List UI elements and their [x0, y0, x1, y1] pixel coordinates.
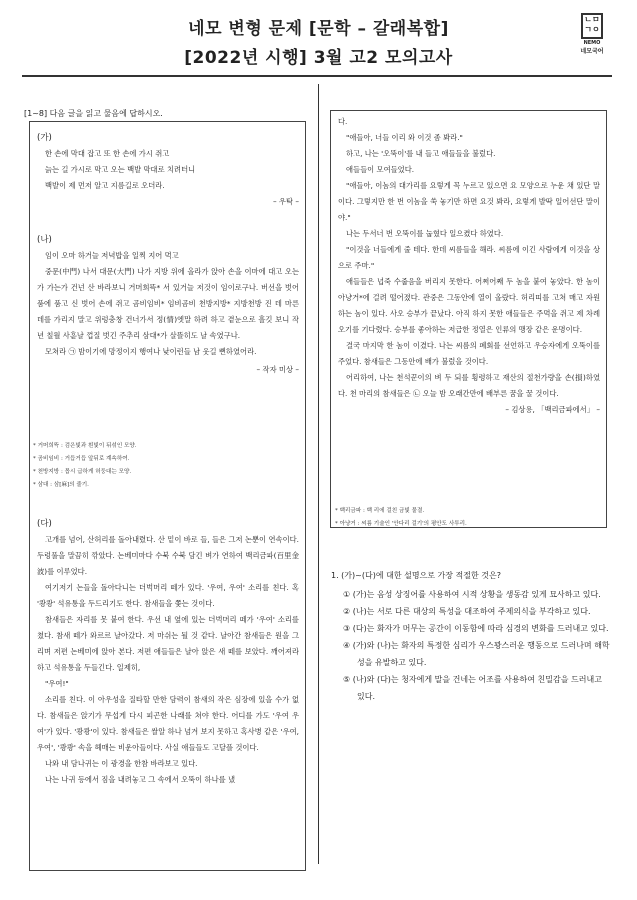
- column-divider: [318, 84, 319, 864]
- answer-option-2[interactable]: ② (나)는 서로 다른 대상의 특성을 대조하여 주제의식을 부각하고 있다.: [343, 607, 591, 616]
- page-subtitle: [2022년 시행] 3월 고2 모의고사: [184, 48, 453, 68]
- na-line: 임이 오마 하거늘 저녁밥을 일찍 지어 먹고: [45, 251, 179, 260]
- question-stem: 1. (가)~(다)에 대한 설명으로 가장 적절한 것은?: [331, 571, 501, 580]
- question-1: [331, 567, 611, 705]
- footnote: * 곰비임비 : 거듭거듭 앞뒤로 계속하여.: [33, 456, 130, 462]
- da-paragraph: 고개를 넘어, 산허리를 돌아내렸다. 산 밑이 바로 들, 들은 그저 논뿐이 연속이다. 두렁풀을 말끔히 깎았다. 논베미마다 수북 수북 담긴 벼가 연하여 백리금파(百里金波)를 이루었다.: [37, 535, 299, 576]
- footnote: * 거머희뜩 : 검은빛과 흰빛이 뒤섞인 모양.: [33, 443, 137, 449]
- footnotes-da: [335, 505, 605, 531]
- da-paragraph: 애들들이 모여들었다.: [346, 165, 415, 174]
- section-mark-da: (다): [37, 519, 52, 529]
- da-paragraph: 하고, 나는 '오뚝이'를 내 들고 애들들을 불렀다.: [346, 149, 496, 158]
- da-paragraph: 여기저기 논들을 돌아다니는 더벅머리 떼가 있다. '우여, 우여' 소리를 친다. 혹 '쾅쾅' 석유통을 두드리기도 한다. 참새들을 쫓는 것이다.: [37, 583, 299, 608]
- footnotes-na: [33, 440, 295, 492]
- na-line: 중문(中門) 나서 대문(大門) 나가 지방 위에 올라가 앉아 손을 이마에 대고 오는가 가는가 건넌 산 바라보니 거머희뜩* 서 있거늘 저것이 임이로구나. 버선을 벗어 품에 품고 신 벗어 손에 쥐고 곰비임비* 임비곰비 천방지방* 지방천방 진 데 마른 데를 가리지 말고 위렁충창 건너가서 정(情)엣말 하려 하고 곁눈으로 흘깃 보니 작년 칠월 사흗날 껍질 벗긴 주추리 삼대*가 살뜰히도 날 속였구나.: [37, 267, 299, 340]
- passage-da: [37, 516, 299, 788]
- da-paragraph: 나와 내 담나귀는 이 광경을 한참 바라보고 있다.: [45, 759, 198, 768]
- section-mark-ga: (가): [37, 133, 52, 143]
- da-paragraph: 애들들은 넙죽 수줍음을 버리지 못한다. 어쩌어째 두 놈을 붙여 놓았다. 한 놈이 아냥거*에 걸려 떨어졌다. 관중은 그동안에 열이 올랐다. 허리띠를 고쳐 매고 자원하는 놈이 있다. 사오 승부가 끝났다. 아직 하지 못한 애들들은 주먹을 쥐고 제 차례 오기를 기다렸다. 승부를 좋아하는 저급한 정열은 인류의 맹장 같은 운명이다.: [338, 277, 600, 334]
- page-title: 네모 변형 문제 [문학 – 갈래복합]: [188, 19, 449, 39]
- da-paragraph: 다.: [338, 117, 348, 126]
- logo-name: 네모국어: [580, 48, 604, 55]
- nemo-logo: [572, 13, 612, 55]
- answer-option-5[interactable]: ⑤ (나)와 (다)는 청자에게 말을 건네는 어조를 사용하여 친밀감을 드러내고 있다.: [343, 675, 602, 701]
- footnote: * 천방지방 : 몹시 급하게 허둥대는 모양.: [33, 469, 132, 475]
- da-paragraph: 어리하여, 나는 천석꾼이의 벼 두 되를 횡령하고 재산의 절천가량을 손(損)하였다. 천 마리의 참새들은 ㉡ 오늘 밤 오래간만에 배부른 꿈을 꿀 것이다.: [338, 373, 600, 398]
- logo-sub: NEMO: [583, 40, 601, 46]
- da-paragraph: "우여!": [45, 679, 69, 688]
- footnote: * 삼대 : 삼[麻]의 줄기.: [33, 482, 89, 488]
- da-paragraph: 결국 마지막 한 놈이 이겼다. 나는 씨름의 폐회를 선언하고 우승자에게 오뚝이를 주었다. 참새들은 그동안에 배가 불렀을 것이다.: [338, 341, 600, 366]
- da-paragraph: 참새들은 자리를 못 붙여 한다. 우선 내 옆에 있는 더벅머리 떼가 '우여' 소리를 쳤다. 참새 떼가 와르르 날아갔다. 저 마쉬는 될 것 같다. 날아간 참새들은 원을 그리며 저편 논베미에 앉아 본다. 저편 애들들은 날아 앉은 새 떼를 보았다. 깨어져라 하고 석유통을 두들긴다. 일제히,: [37, 615, 299, 672]
- footnote: * 백리금파 : 백 리에 걸친 금빛 물결.: [335, 508, 425, 514]
- logo-mark: ㄴㅁ ㄱㅇ: [581, 13, 603, 39]
- na-line: 모쳐라 ㉠ 밤이기에 망정이지 행여나 낮이런들 남 웃길 뻔하였어라.: [45, 347, 257, 356]
- author-da: – 김상용, 「백리금파에서」 –: [505, 405, 600, 414]
- da-paragraph: "애들아, 이놈의 대가리를 요렇게 꼭 누르고 있으면 요 모양으로 누운 채 있단 말이다. 그렇지만 한 번 이놈을 쑥 놓기만 하면 요것 봐라, 요렇게 발딱 일어선단 말이야.": [338, 181, 600, 222]
- da-paragraph: "애들아, 너들 이리 와 이것 좀 봐라.": [346, 133, 463, 142]
- poem-line: 늙는 길 가시로 막고 오는 백발 막대로 치려터니: [45, 165, 196, 174]
- answer-option-3[interactable]: ③ (다)는 화자가 머무는 공간이 이동함에 따라 심경의 변화를 드러내고 있다.: [343, 624, 609, 633]
- passage-na: [37, 232, 299, 378]
- da-paragraph: 나는 나귀 등에서 짐을 내려놓고 그 속에서 오뚝이 하나를 냈: [45, 775, 236, 784]
- answer-option-4[interactable]: ④ (가)와 (나)는 화자의 특정한 심리가 우스꽝스러운 행동으로 드러나며 해학성을 유발하고 있다.: [343, 641, 610, 667]
- instruction: [1~8] 다음 글을 읽고 물음에 답하시오.: [24, 109, 163, 118]
- poem-line: 한 손에 막대 잡고 또 한 손에 가시 쥐고: [45, 149, 170, 158]
- da-paragraph: 소리를 친다. 이 아우성을 질타할 만한 담력이 참새의 작은 심장에 있을 수가 없다. 참새들은 앉기가 무섭게 다시 피곤한 나래를 쳐야 한다. 어디를 가도 '우여 우여'가 있다. '쾅쾅'이 있다. 참새들은 쌀알 하나 넘겨 보지 못하고 혹사병 같은 '우여, 우여', '쾅쾅' 속을 헤매는 비운아들이다. 사실 애들들도 고달플 것이다.: [37, 695, 299, 752]
- author-na: – 작자 미상 –: [256, 365, 299, 374]
- poem-line: 백발이 제 먼저 알고 지름길로 오더라.: [45, 181, 165, 190]
- passage-da-continued: [338, 114, 600, 418]
- da-paragraph: 나는 두서너 번 오뚝이를 눕혔다 일으켰다 하였다.: [346, 229, 504, 238]
- section-mark-na: (나): [37, 235, 52, 245]
- header-rule: [22, 75, 612, 77]
- passage-ga: [37, 130, 299, 210]
- author-ga: – 우탁 –: [272, 197, 299, 206]
- answer-option-1[interactable]: ① (가)는 음성 상징어를 사용하여 시적 상황을 생동감 있게 묘사하고 있다.: [343, 590, 601, 599]
- footnote: * 아냥거 : 씨름 기술인 '안다리 걸기'의 평안도 사투리.: [335, 521, 467, 527]
- da-paragraph: "이것을 너들에게 줄 테다. 한데 씨름들을 해라. 씨름에 이긴 사람에게 이것을 상으로 주마.": [338, 245, 600, 270]
